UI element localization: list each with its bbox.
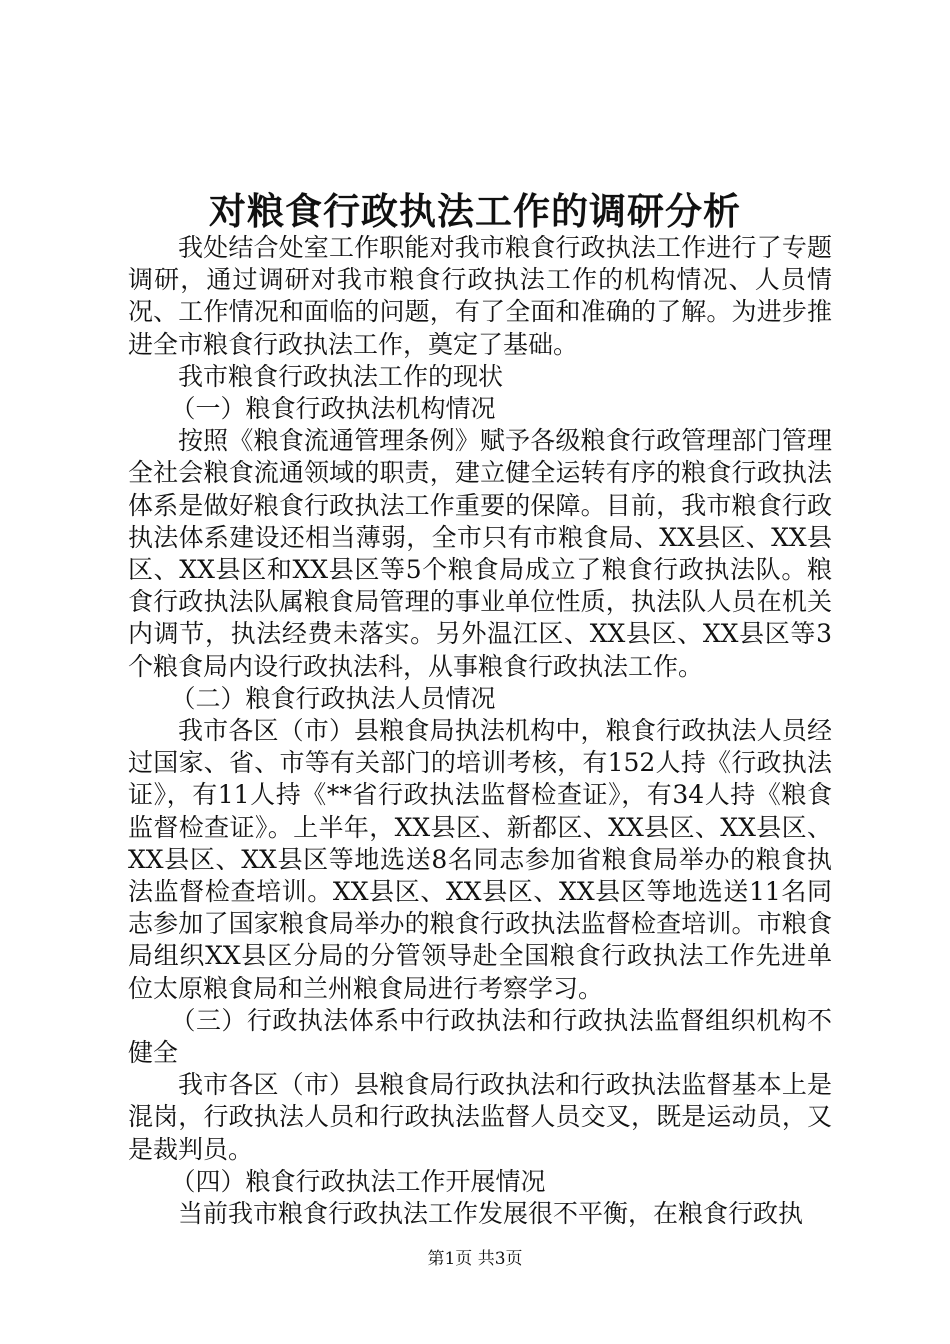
subheading-personnel-situation: （二）粮食行政执法人员情况 [170, 683, 496, 713]
paragraph-intro: 我处结合处室工作职能对我市粮食行政执法工作进行了专题调研，通过调研对我市粮食行政执法工作的机构情况、人员情况、工作情况和面临的问题，有了全面和准确的了解。为进步推进全市粮食行政执法工作，奠定了基础。 [128, 233, 832, 359]
subheading-agency-situation: （一）粮食行政执法机构情况 [170, 394, 496, 424]
subheading-system-deficiency: （三）行政执法体系中行政执法和行政执法监督组织机构不健全 [128, 1005, 832, 1068]
subheading-work-progress: （四）粮食行政执法工作开展情况 [170, 1166, 546, 1196]
paragraph-agency-situation: 按照《粮食流通管理条例》赋予各级粮食行政管理部门管理全社会粮食流通领域的职责，建立健全运转有序的粮食行政执法体系是做好粮食行政执法工作重要的保障。目前，我市粮食行政执法体系建设还相当薄弱，全市只有市粮食局、XX县区、XX县区、XX县区和XX县区等5个粮食局成立了粮食行政执法队。粮食行政执法队属粮食局管理的事业单位性质，执法队人员在机关内调节，执法经费未落实。另外温江区、XX县区、XX县区等3个粮食局内设行政执法科，从事粮食行政执法工作。 [128, 426, 832, 681]
document-title: 对粮食行政执法工作的调研分析 [209, 189, 741, 233]
paragraph-work-progress: 当前我市粮食行政执法工作发展很不平衡，在粮食行政执 [178, 1199, 804, 1229]
paragraph-personnel-situation: 我市各区（市）县粮食局执法机构中，粮食行政执法人员经过国家、省、市等有关部门的培训考核，有152人持《行政执法证》，有11人持《**省行政执法监督检查证》，有34人持《粮食监督检查证》。上半年，XX县区、新都区、XX县区、XX县区、XX县区、XX县区等地选送8名同志参加省粮食局举办的粮食执法监督检查培训。XX县区、XX县区、XX县区等地选送11名同志参加了国家粮食局举办的粮食行政执法监督检查培训。市粮食局组织XX县区分局的分管领导赴全国粮食行政执法工作先进单位太原粮食局和兰州粮食局进行考察学习。 [128, 716, 832, 1003]
paragraph-system-deficiency: 我市各区（市）县粮食局行政执法和行政执法监督基本上是混岗，行政执法人员和行政执法监督人员交叉，既是运动员，又是裁判员。 [128, 1070, 832, 1164]
page-number-footer: 第1页 共3页 [427, 1249, 523, 1269]
document-body [128, 232, 832, 1230]
section-heading-current-status: 我市粮食行政执法工作的现状 [178, 361, 504, 391]
